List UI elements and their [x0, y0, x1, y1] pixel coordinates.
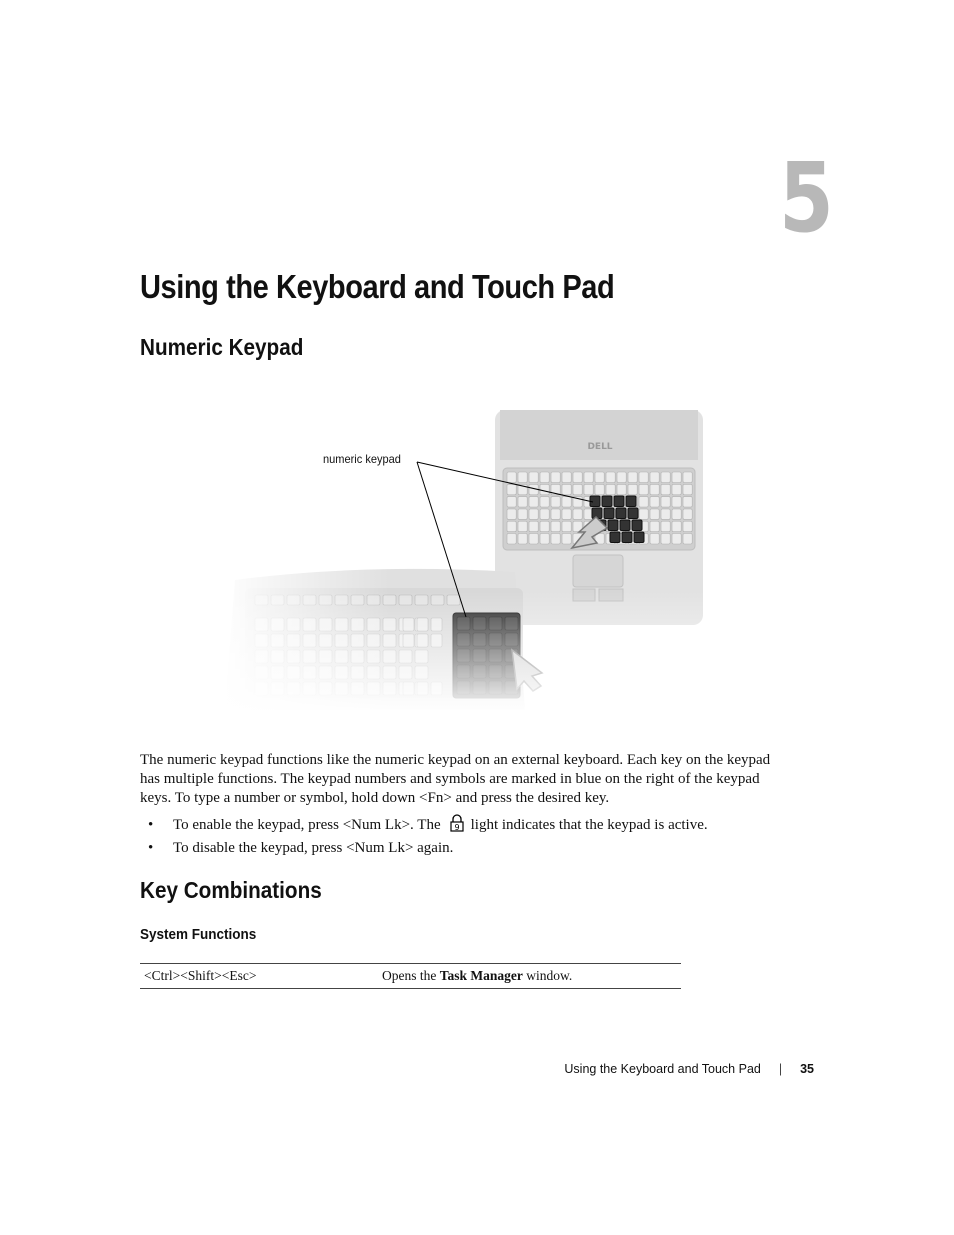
page-footer	[564, 1062, 814, 1076]
section-heading-numeric-keypad: Numeric Keypad	[140, 334, 304, 360]
table-cell-keys: <Ctrl><Shift><Esc>	[144, 968, 257, 983]
section-heading-key-combinations: Key Combinations	[140, 877, 322, 903]
page-number: 35	[800, 1062, 814, 1076]
footer-separator: |	[778, 1062, 783, 1076]
bullet-dot: •	[148, 817, 154, 833]
svg-text:9: 9	[454, 823, 460, 832]
chapter-number: 5	[779, 142, 834, 254]
bullet-item	[148, 839, 453, 858]
bullet-dot: •	[148, 840, 154, 856]
chapter-title: Using the Keyboard and Touch Pad	[140, 268, 615, 305]
bullet-text: To enable the keypad, press <Num Lk>. The	[173, 817, 441, 833]
task-manager-label: Task Manager	[439, 968, 523, 983]
table-cell-description: Opens the Task Manager window.	[382, 968, 573, 983]
bullet-item	[148, 814, 708, 835]
bullet-text: light indicates that the keypad is active.	[470, 817, 708, 833]
key-combination-table	[140, 963, 681, 989]
bullet-text: To disable the keypad, press <Num Lk> again.	[173, 840, 454, 856]
body-paragraph: The numeric keypad functions like the numeric keypad on an external keyboard. Each key on the keypad has multiple functions. The keypad numbers and symbols are marked in blue on the right of the keypad keys. To type a number or symbol, hold down <Fn> and press the desired key.	[140, 752, 771, 806]
table-row	[140, 964, 681, 988]
keyboard-figure	[215, 405, 715, 715]
subsection-heading-system-functions: System Functions	[140, 926, 257, 943]
footer-title: Using the Keyboard and Touch Pad	[564, 1062, 761, 1076]
num-lock-light-icon	[449, 814, 465, 832]
figure-callout-label: numeric keypad	[323, 452, 401, 466]
